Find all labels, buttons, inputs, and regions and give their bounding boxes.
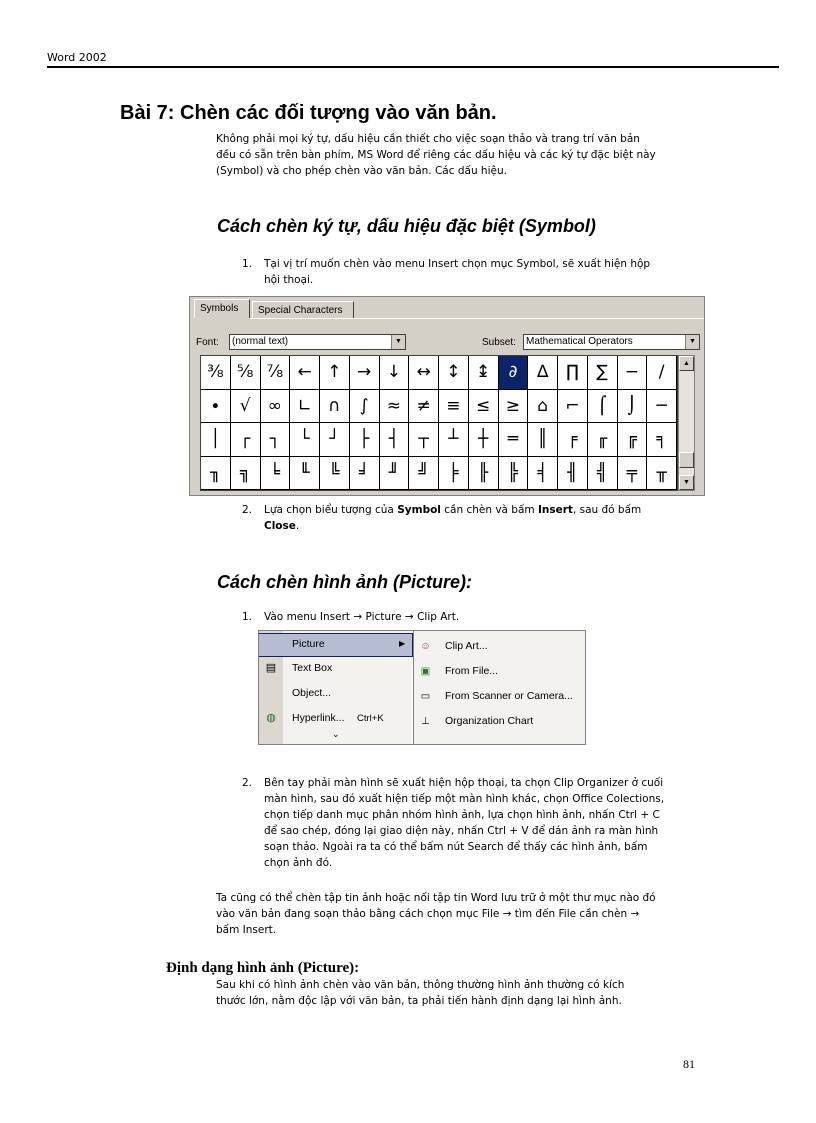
symbol-cell[interactable]: ⌐ — [558, 390, 588, 424]
symbol-cell[interactable]: ≈ — [380, 390, 410, 424]
symbol-cell[interactable]: ╔ — [618, 423, 648, 457]
menu-item-text-box[interactable] — [259, 658, 412, 680]
symbol-cell[interactable]: ╣ — [588, 457, 618, 491]
symbol-cell[interactable]: ┘ — [320, 423, 350, 457]
symbol-grid — [200, 355, 678, 491]
step-number: 1. — [242, 611, 253, 623]
symbol-cell[interactable]: ⅜ — [201, 356, 231, 390]
picture-step-2 — [242, 775, 704, 871]
submenu-item-clip-art[interactable] — [414, 636, 586, 658]
menu-item-label: Picture — [292, 638, 325, 650]
symbol-cell[interactable]: ╡ — [528, 457, 558, 491]
symbol-cell[interactable]: ─ — [647, 390, 677, 424]
step-line: Tại vị trí muốn chèn vào menu Insert chọn mục Symbol, sẽ xuất hiện hộp — [264, 258, 651, 270]
section-heading-symbol: Cách chèn ký tự, dấu hiệu đặc biệt (Symbol) — [217, 216, 596, 236]
symbol-cell[interactable]: ┤ — [380, 423, 410, 457]
symbol-cell[interactable]: ╛ — [350, 457, 380, 491]
para-line: Ta cũng có thể chèn tập tin ảnh hoặc nối tập tin Word lưu trữ ở một thư mục nào đó — [216, 892, 656, 904]
symbol-cell[interactable]: ∙ — [201, 390, 231, 424]
symbol-cell[interactable]: ↨ — [469, 356, 499, 390]
insert-picture-menu — [258, 630, 586, 745]
symbol-step-1 — [242, 256, 704, 288]
symbol-cell[interactable]: ∑ — [588, 356, 618, 390]
lesson-title: Bài 7: Chèn các đối tượng vào văn bản. — [120, 102, 497, 124]
scroll-thumb[interactable] — [679, 452, 694, 468]
symbol-cell[interactable]: ∞ — [261, 390, 291, 424]
symbol-cell[interactable]: ∕ — [647, 356, 677, 390]
step-number: 2. — [242, 777, 253, 789]
symbol-cell[interactable]: √ — [231, 390, 261, 424]
submenu-item-scanner[interactable] — [414, 686, 586, 708]
symbol-cell[interactable]: ∟ — [290, 390, 320, 424]
symbol-cell[interactable]: ↑ — [320, 356, 350, 390]
scanner-icon: ▭ — [420, 691, 431, 702]
symbol-cell[interactable]: ≠ — [409, 390, 439, 424]
menu-item-hyperlink[interactable] — [259, 708, 412, 730]
clip-art-icon: ☺ — [420, 641, 431, 652]
section-heading-format-picture: Định dạng hình ảnh (Picture): — [166, 960, 360, 976]
menu-item-label: Text Box — [292, 662, 333, 674]
submenu-item-label: From File... — [445, 665, 499, 677]
symbol-cell[interactable]: ↓ — [380, 356, 410, 390]
symbol-cell[interactable]: ┐ — [261, 423, 291, 457]
symbol-cell[interactable]: ↔ — [409, 356, 439, 390]
symbol-cell[interactable]: ╚ — [320, 457, 350, 491]
step-line — [264, 518, 704, 534]
step-line: soạn thảo. Ngoài ra ta có thể bấm nút Search để thấy các hình ảnh, bấm — [264, 841, 648, 853]
symbol-grid-scrollbar[interactable] — [678, 355, 695, 491]
menu-item-label: Object... — [292, 687, 332, 699]
symbol-cell[interactable]: ┌ — [231, 423, 261, 457]
step-line: màn hình, sau đó xuất hiện tiếp một màn hình khác, chọn Office Colections, — [264, 793, 665, 805]
step-line: Bên tay phải màn hình sẽ xuất hiện hộp thoại, ta chọn Clip Organizer ở cuối — [264, 777, 664, 789]
font-label: Font: — [196, 337, 219, 348]
text-box-icon: ▤ — [265, 662, 277, 674]
symbol-cell[interactable]: ← — [290, 356, 320, 390]
symbol-cell[interactable]: ╒ — [558, 423, 588, 457]
submenu-item-label: Clip Art... — [445, 640, 488, 652]
page-number: 81 — [683, 1057, 695, 1071]
tab-special-characters[interactable] — [252, 301, 354, 318]
header-rule — [47, 66, 779, 68]
step-line: để sao chép, đóng lại giao diện này, nhấn Ctrl + V để dán ảnh ra màn hình — [264, 825, 659, 837]
tab-symbols[interactable] — [194, 299, 250, 318]
step-bold: Symbol — [397, 504, 441, 516]
symbol-cell[interactable]: ╥ — [647, 457, 677, 491]
format-paragraph — [216, 977, 624, 1009]
symbol-cell[interactable]: ┴ — [439, 423, 469, 457]
symbol-cell[interactable]: ⌂ — [528, 390, 558, 424]
scroll-up-icon[interactable]: ▲ — [679, 356, 694, 371]
submenu-arrow-icon: ▶ — [399, 639, 406, 648]
globe-icon: ◍ — [266, 712, 276, 724]
symbol-cell[interactable]: ╖ — [201, 457, 231, 491]
symbol-cell[interactable]: ╢ — [558, 457, 588, 491]
font-select[interactable] — [229, 334, 406, 350]
symbol-cell[interactable]: │ — [201, 423, 231, 457]
tab-label: Special Characters — [258, 305, 343, 316]
step-line — [264, 502, 704, 518]
symbol-cell[interactable]: ═ — [499, 423, 529, 457]
symbol-cell[interactable]: ╕ — [647, 423, 677, 457]
symbol-cell[interactable]: ╜ — [380, 457, 410, 491]
picture-step-1 — [242, 609, 460, 625]
symbol-cell[interactable]: ∫ — [350, 390, 380, 424]
symbol-cell[interactable]: ╠ — [499, 457, 529, 491]
symbol-cell[interactable]: ↕ — [439, 356, 469, 390]
running-header: Word 2002 — [47, 51, 107, 64]
symbol-cell[interactable]: ║ — [528, 423, 558, 457]
symbol-cell[interactable]: ╟ — [469, 457, 499, 491]
symbol-cell[interactable]: ┬ — [409, 423, 439, 457]
symbol-cell[interactable]: ╞ — [439, 457, 469, 491]
step-line: Vào menu Insert → Picture → Clip Art. — [264, 611, 460, 623]
step-text: Lựa chọn biểu tượng của — [264, 504, 398, 516]
symbol-cell[interactable]: ╘ — [261, 457, 291, 491]
menu-item-shortcut: Ctrl+K — [357, 713, 384, 724]
symbol-cell[interactable]: ⅝ — [231, 356, 261, 390]
step-bold: Close — [264, 520, 296, 532]
para-line: vào văn bản đang soạn thảo bằng cách chọn mục File → tìm đến File cần chèn → — [216, 908, 640, 920]
intro-paragraph — [216, 131, 656, 179]
picture-paragraph — [216, 890, 656, 938]
menu-item-label: Hyperlink... — [292, 712, 345, 724]
submenu-item-label: Organization Chart — [445, 715, 534, 727]
step-text: , sau đó bấm — [572, 504, 642, 516]
para-line: bấm Insert. — [216, 924, 277, 936]
expand-menu-icon[interactable]: ⌄ — [332, 729, 340, 739]
step-text: cần chèn và bấm — [440, 504, 538, 516]
scroll-down-icon[interactable]: ▼ — [679, 475, 694, 490]
intro-line: đều có sẵn trên bàn phím, MS Word để riêng các dấu hiệu và các ký tự đặc biệt này — [216, 149, 656, 161]
symbol-cell[interactable]: ≥ — [499, 390, 529, 424]
intro-line: Không phải mọi ký tự, dấu hiệu cần thiết cho việc soạn thảo và trang trí văn bản — [216, 133, 640, 145]
menu-item-object[interactable] — [259, 683, 412, 705]
subset-select[interactable] — [523, 334, 700, 350]
symbol-cell[interactable]: ╓ — [588, 423, 618, 457]
font-value: (normal text) — [232, 336, 289, 347]
symbol-cell[interactable]: − — [618, 356, 648, 390]
symbol-cell[interactable]: ├ — [350, 423, 380, 457]
subset-label: Subset: — [482, 337, 516, 348]
symbol-cell[interactable]: ≡ — [439, 390, 469, 424]
subset-value: Mathematical Operators — [526, 336, 633, 347]
step-line: hội thoại. — [264, 274, 314, 286]
symbol-cell[interactable]: ∆ — [528, 356, 558, 390]
symbol-step-2 — [242, 502, 704, 534]
picture-submenu — [413, 631, 586, 744]
symbol-cell[interactable]: ╝ — [409, 457, 439, 491]
step-text: . — [295, 520, 300, 532]
symbol-cell[interactable]: ⌠ — [588, 390, 618, 424]
step-number: 1. — [242, 258, 253, 270]
symbol-cell[interactable]: ∂ — [499, 356, 529, 390]
tab-divider — [250, 318, 704, 319]
symbol-cell[interactable]: ╙ — [290, 457, 320, 491]
dropdown-arrow-icon[interactable]: ▼ — [391, 335, 405, 349]
para-line: Sau khi có hình ảnh chèn vào văn bản, thông thường hình ảnh thường có kích — [216, 979, 625, 991]
symbol-cell[interactable]: ╤ — [618, 457, 648, 491]
org-chart-icon: ⊥ — [421, 716, 430, 727]
from-file-icon: ▣ — [420, 666, 431, 677]
step-bold: Insert — [537, 504, 573, 516]
submenu-item-from-file[interactable] — [414, 661, 586, 683]
symbol-cell[interactable]: ⌡ — [618, 390, 648, 424]
submenu-item-label: From Scanner or Camera... — [445, 690, 573, 702]
menu-item-picture[interactable] — [259, 634, 412, 656]
step-number: 2. — [242, 504, 253, 516]
tab-label: Symbols — [200, 303, 239, 314]
submenu-item-org-chart[interactable] — [414, 711, 586, 733]
symbol-cell[interactable]: ╗ — [231, 457, 261, 491]
symbol-cell[interactable]: ∩ — [320, 390, 350, 424]
para-line: thước lớn, nằm độc lập với văn bản, ta phải tiến hành định dạng lại hình ảnh. — [216, 995, 622, 1007]
symbol-cell[interactable]: ⅞ — [261, 356, 291, 390]
step-line: chọn ảnh đó. — [264, 857, 333, 869]
symbol-cell[interactable]: └ — [290, 423, 320, 457]
dropdown-arrow-icon[interactable]: ▼ — [685, 335, 699, 349]
insert-menu — [259, 631, 412, 744]
symbol-cell[interactable]: ┼ — [469, 423, 499, 457]
section-heading-picture: Cách chèn hình ảnh (Picture): — [217, 572, 473, 592]
symbol-cell[interactable]: ∏ — [558, 356, 588, 390]
symbol-dialog — [189, 296, 705, 496]
symbol-cell[interactable]: ≤ — [469, 390, 499, 424]
symbol-cell[interactable]: → — [350, 356, 380, 390]
step-line: chọn tiếp danh mục phân nhóm hình ảnh, lựa chọn hình ảnh, nhấn Ctrl + C — [264, 809, 660, 821]
intro-line: (Symbol) và cho phép chèn vào văn bản. Các dấu hiệu. — [216, 165, 507, 177]
